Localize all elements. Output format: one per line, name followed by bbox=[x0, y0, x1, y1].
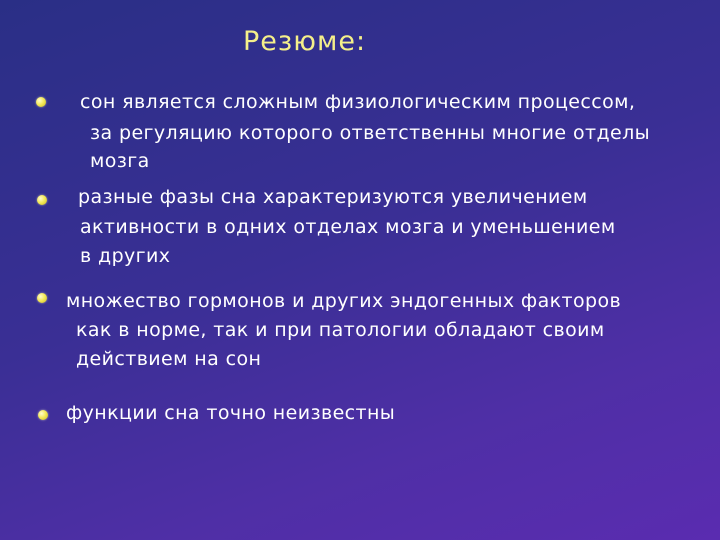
item-1-line-3: мозга bbox=[90, 150, 150, 172]
item-2-line-2: активности в одних отделах мозга и уменьшением bbox=[80, 216, 616, 238]
item-2-line-3: в других bbox=[80, 245, 171, 267]
bullet-icon bbox=[38, 410, 48, 420]
item-2-line-1: разные фазы сна характеризуются увеличением bbox=[78, 186, 588, 208]
item-3-line-1: множество гормонов и других эндогенных факторов bbox=[66, 290, 622, 312]
bullet-icon bbox=[37, 293, 47, 303]
bullet-icon bbox=[37, 195, 47, 205]
slide-title: Резюме: bbox=[243, 26, 367, 57]
item-3-line-3: действием на сон bbox=[76, 348, 262, 370]
item-3-line-2: как в норме, так и при патологии обладают своим bbox=[76, 319, 605, 341]
item-1-line-1: сон является сложным физиологическим процессом, bbox=[80, 91, 636, 113]
item-4-line-1: функции сна точно неизвестны bbox=[66, 402, 396, 424]
item-1-line-2: за регуляцию которого ответственны многие отделы bbox=[90, 122, 651, 144]
bullet-icon bbox=[36, 97, 46, 107]
